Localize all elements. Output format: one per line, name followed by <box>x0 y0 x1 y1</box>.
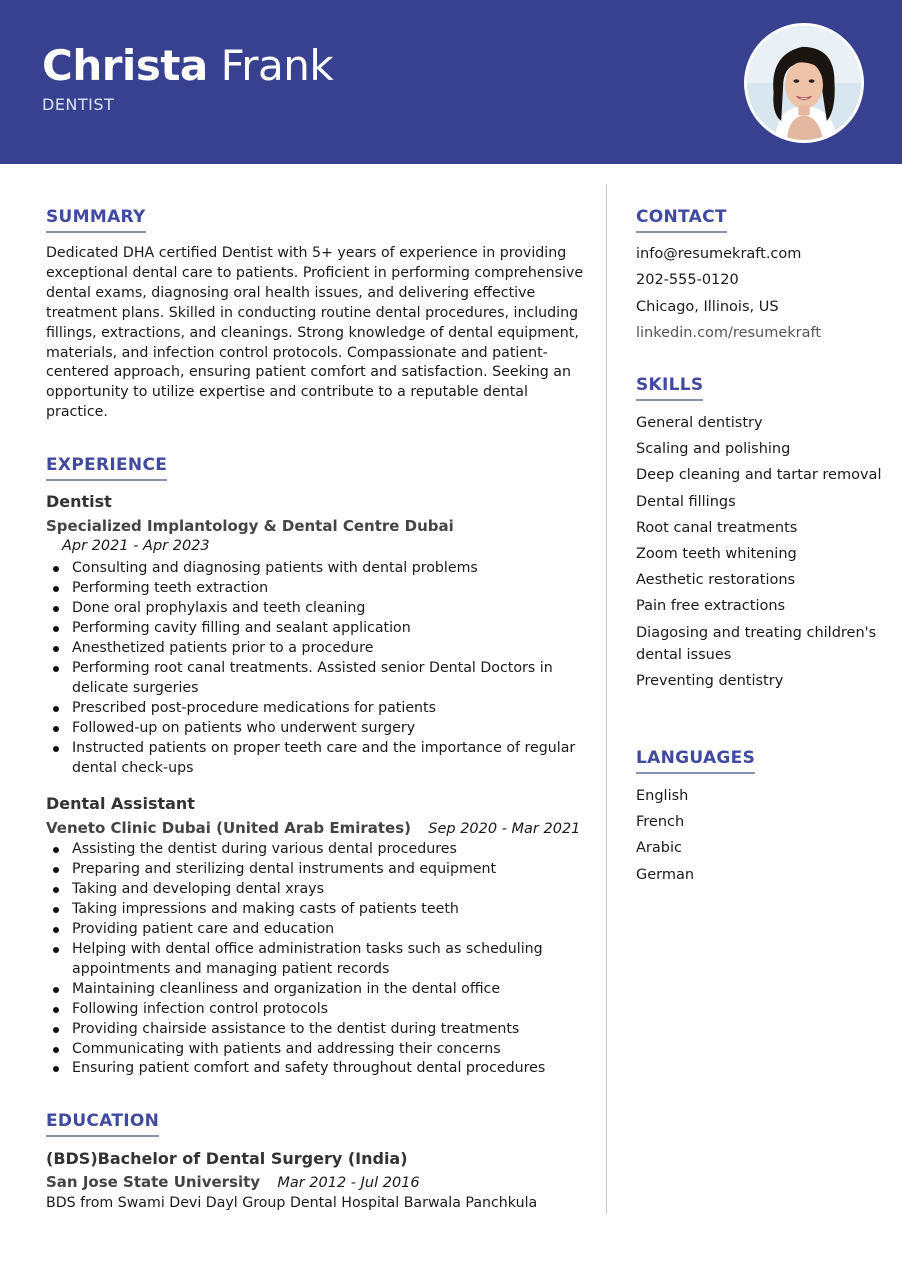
list-item: Maintaining cleanliness and organization in the dental office <box>46 980 586 1000</box>
list-item: Consulting and diagnosing patients with dental problems <box>46 559 586 579</box>
list-item: Performing cavity filling and sealant application <box>46 619 586 639</box>
list-item: Anesthetized patients prior to a procedure <box>46 639 586 659</box>
skill-item: Dental fillings <box>636 493 736 510</box>
languages-heading: LANGUAGES <box>636 747 755 774</box>
job-company: Specialized Implantology & Dental Centre Dubai <box>46 517 454 535</box>
column-divider <box>606 184 607 1214</box>
list-item: Instructed patients on proper teeth care and the importance of regular dental check-ups <box>46 739 586 779</box>
language-item: German <box>636 866 695 883</box>
contact-email[interactable]: info@resumekraft.com <box>636 246 802 262</box>
skill-item: Zoom teeth whitening <box>636 545 797 562</box>
header-banner <box>0 0 902 164</box>
contact-linkedin[interactable]: linkedin.com/resumekraft <box>636 324 822 341</box>
language-item: English <box>636 788 689 804</box>
list-item: Following infection control protocols <box>46 1000 586 1020</box>
job-dates: Apr 2021 - Apr 2023 <box>62 538 210 554</box>
list-item: Assisting the dentist during various dental procedures <box>46 840 586 860</box>
skill-item: Root canal treatments <box>636 519 798 536</box>
list-item: Performing root canal treatments. Assisted senior Dental Doctors in delicate surgeries <box>46 659 586 699</box>
contact-phone: 202-555-0120 <box>636 272 739 289</box>
education-description: BDS from Swami Devi Dayl Group Dental Hospital Barwala Panchkula <box>46 1195 538 1211</box>
portrait-image <box>747 26 861 140</box>
language-item: Arabic <box>636 840 682 857</box>
list-item: Providing patient care and education <box>46 920 586 940</box>
skill-item: Pain free extractions <box>636 598 786 615</box>
skill-item: Aesthetic restorations <box>636 572 796 589</box>
education-degree: (BDS)Bachelor of Dental Surgery (India) <box>46 1149 408 1168</box>
contact-list <box>636 243 882 348</box>
job-duties-list <box>46 559 586 778</box>
education-dates: Mar 2012 - Jul 2016 <box>277 1175 420 1191</box>
list-item: Prescribed post-procedure medications for patients <box>46 699 586 719</box>
profile-photo <box>744 23 864 143</box>
list-item: Followed-up on patients who underwent surgery <box>46 719 586 739</box>
languages-list <box>636 785 882 890</box>
first-name: Christa <box>42 41 208 90</box>
list-item: Ensuring patient comfort and safety throughout dental procedures <box>46 1059 586 1079</box>
last-name: Frank <box>220 41 334 90</box>
list-item: Providing chairside assistance to the dentist during treatments <box>46 1020 586 1040</box>
list-item: Helping with dental office administration tasks such as scheduling appointments and managing patient records <box>46 940 586 980</box>
education-school: San Jose State University <box>46 1173 261 1191</box>
list-item: Done oral prophylaxis and teeth cleaning <box>46 599 586 619</box>
skill-item: Deep cleaning and tartar removal <box>636 467 882 484</box>
experience-heading: EXPERIENCE <box>46 454 167 481</box>
list-item: Performing teeth extraction <box>46 579 586 599</box>
contact-heading: CONTACT <box>636 206 727 233</box>
job-duties-list <box>46 840 586 1079</box>
contact-location: Chicago, Illinois, US <box>636 298 779 315</box>
language-item: French <box>636 814 685 831</box>
education-heading: EDUCATION <box>46 1110 159 1137</box>
summary-heading: SUMMARY <box>46 206 146 233</box>
candidate-name <box>42 40 333 92</box>
job-dates: Sep 2020 - Mar 2021 <box>428 821 581 837</box>
summary-text: Dedicated DHA certified Dentist with 5+ years of experience in providing exceptional dental care to patients. Proficient in performing comprehensive dental exams, diagnosing oral health issues, and delivering effective treatment plans. Skilled in conducting routine dental procedures, including fillings, extractions, and cleanings. Strong knowledge of dental equipment, materials, and infection control protocols. Compassionate and patient-centered approach, ensuring patient comfort and satisfaction. Seeking an opportunity to utilize expertise and contribute to a reputable dental practice. <box>46 245 584 421</box>
job-title: Dental Assistant <box>46 794 195 813</box>
list-item: Communicating with patients and addressing their concerns <box>46 1040 586 1060</box>
list-item: Taking impressions and making casts of patients teeth <box>46 900 586 920</box>
skill-item: General dentistry <box>636 415 763 431</box>
job-company <box>46 819 580 837</box>
job-title: Dentist <box>46 492 112 511</box>
skill-item: Scaling and polishing <box>636 441 791 458</box>
list-item: Preparing and sterilizing dental instruments and equipment <box>46 860 586 880</box>
list-item: Taking and developing dental xrays <box>46 880 586 900</box>
job-company-name: Veneto Clinic Dubai (United Arab Emirates) <box>46 819 412 837</box>
candidate-title: DENTIST <box>42 95 115 114</box>
skill-item: Preventing dentistry <box>636 673 784 690</box>
education-school-row <box>46 1173 420 1191</box>
skills-heading: SKILLS <box>636 374 703 401</box>
skills-list <box>636 412 882 697</box>
skill-item: Diagosing and treating children's dental issues <box>636 624 877 664</box>
